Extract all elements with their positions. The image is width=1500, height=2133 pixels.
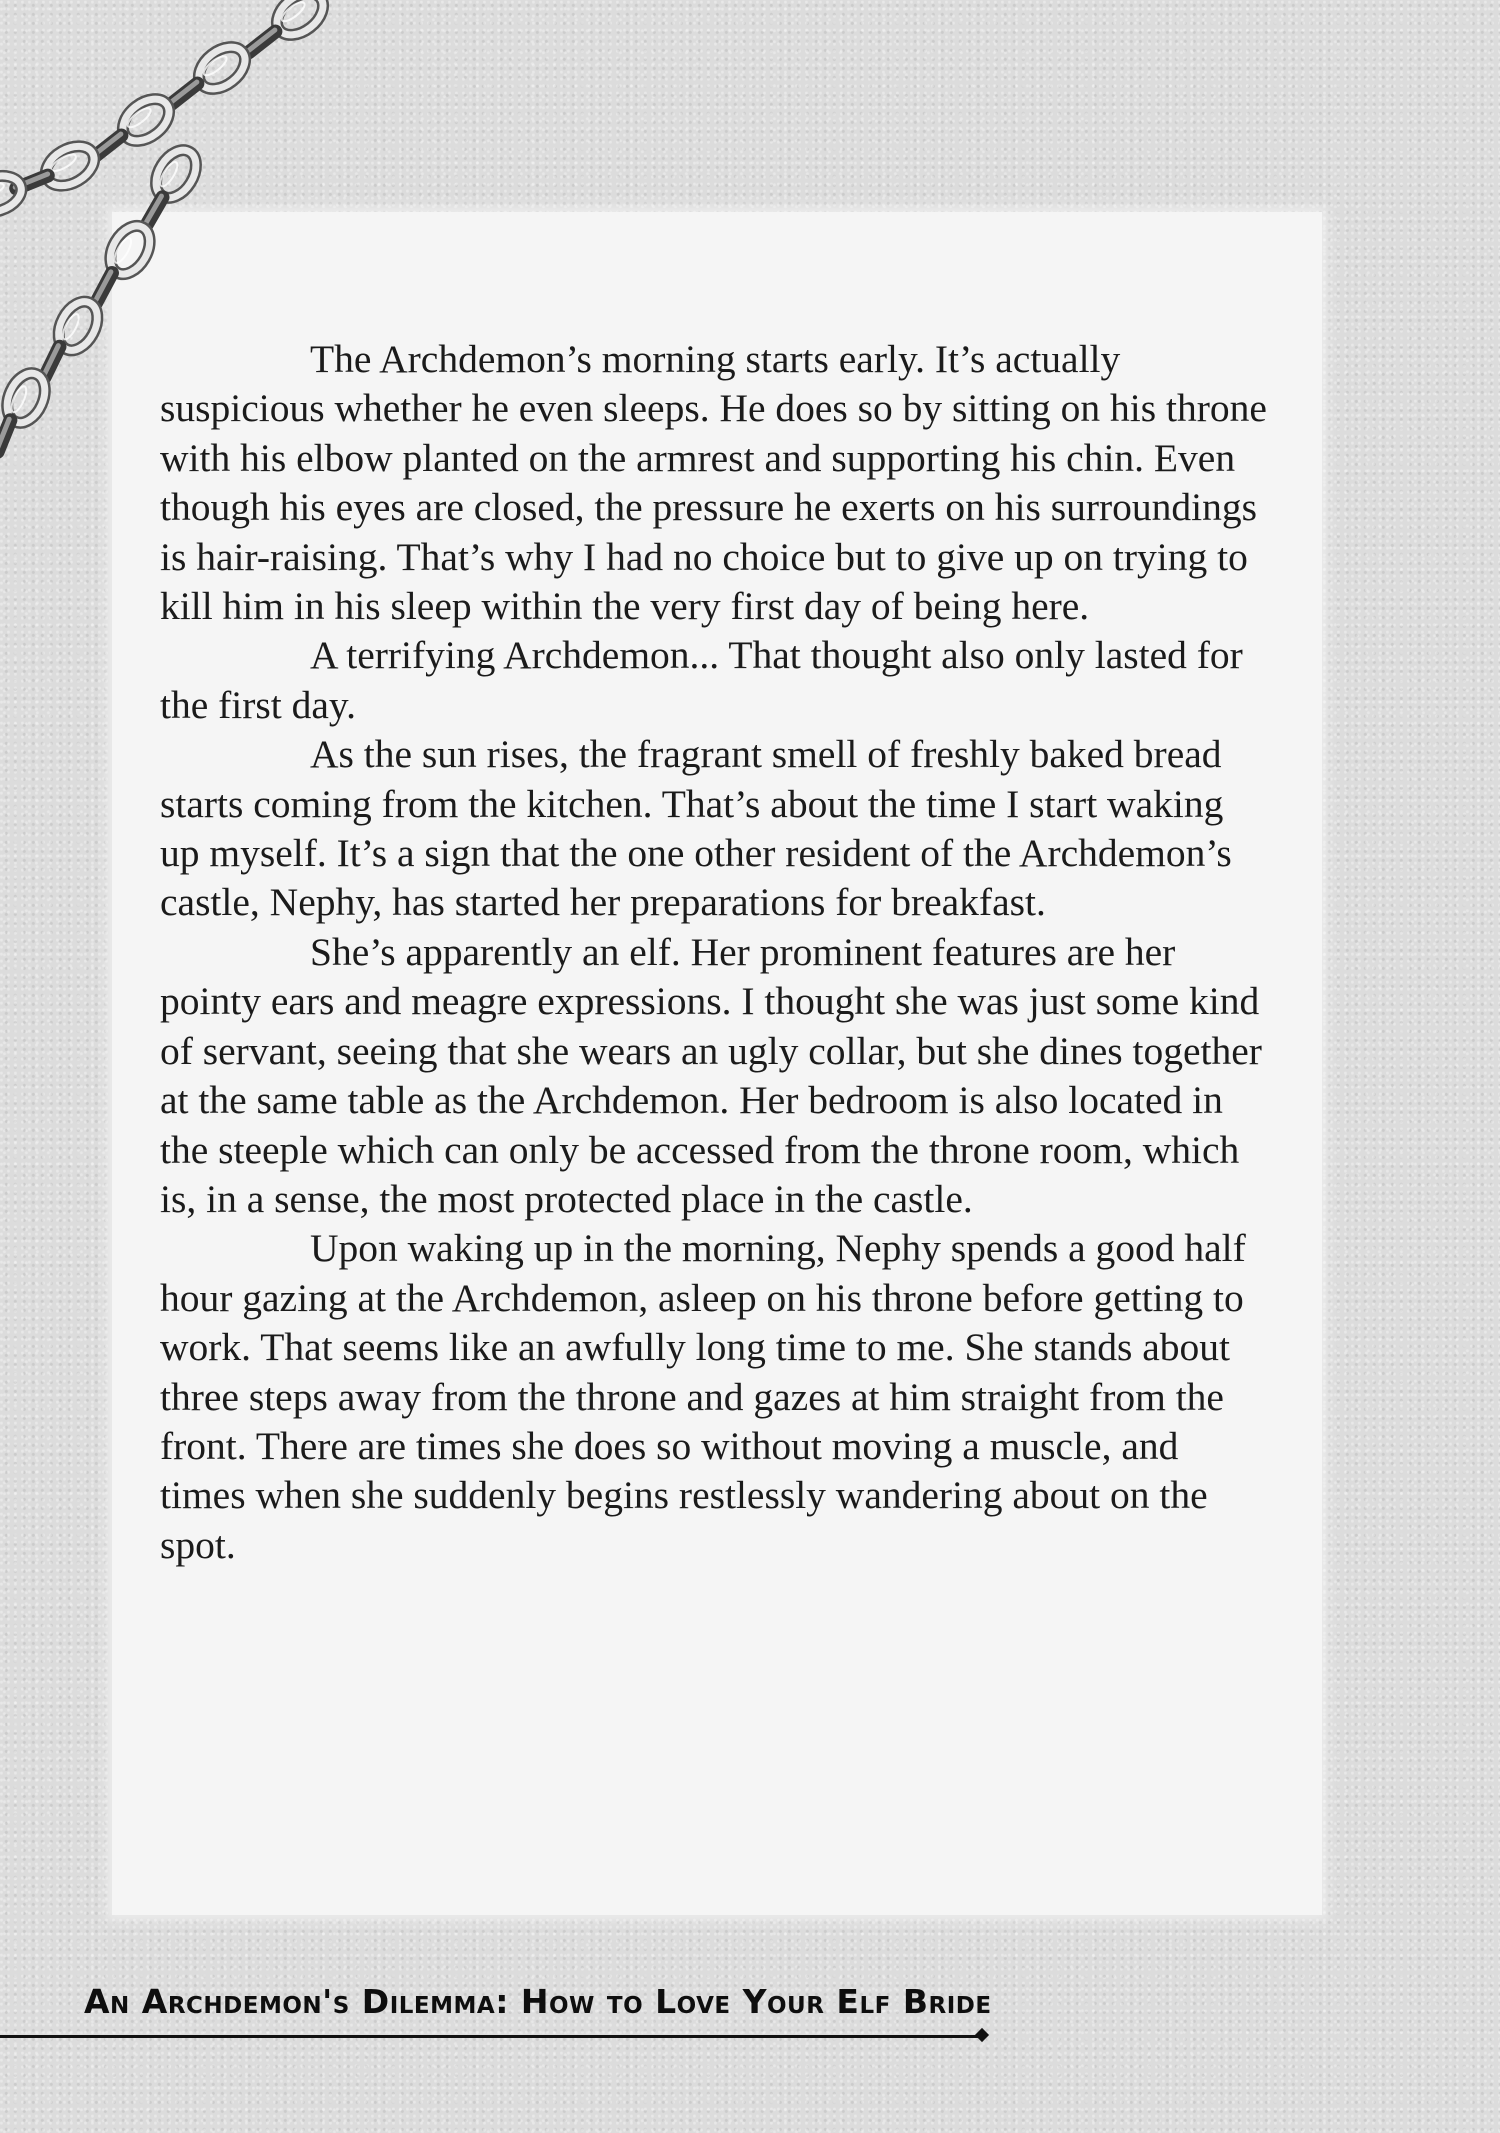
paragraph: The Archdemon’s morning starts early. It’s actually suspicious whether he even sleeps. He does so by sitting on his throne with his elbow planted on the armrest and supporting his chin. Even though his eyes are closed, the pressure he exerts on his surroundings is hair-raising. That’s why I had no choice but to give up on trying to kill him in his sleep within the very first day of being here. xyxy=(160,337,1267,629)
paragraph: As the sun rises, the fragrant smell of freshly baked bread starts coming from the kitchen. That’s about the time I start waking up myself. It’s a sign that the one other resident of the Archdemon’s castle, Nephy, has started her preparations for breakfast. xyxy=(160,732,1232,925)
page-body-text xyxy=(160,335,1270,1570)
paragraph: A terrifying Archdemon... That thought also only lasted for the first day. xyxy=(160,633,1243,727)
footer-rule-endpoint xyxy=(975,2028,989,2042)
paragraph: Upon waking up in the morning, Nephy spends a good half hour gazing at the Archdemon, asleep on his throne before getting to work. That seems like an awfully long time to me. She stands about three steps away from the throne and gazes at him straight from the front. There are times she does so without moving a muscle, and times when she suddenly begins restlessly wandering about on the spot. xyxy=(160,1226,1246,1567)
footer-rule xyxy=(0,2035,980,2038)
book-title: An Archdemon's Dilemma: How to Love Your Elf Bride xyxy=(84,1982,992,2021)
paragraph: She’s apparently an elf. Her prominent features are her pointy ears and meagre expressions. I thought she was just some kind of servant, seeing that she wears an ugly collar, but she dines together at the same table as the Archdemon. Her bedroom is also located in the steeple which can only be accessed from the throne room, which is, in a sense, the most protected place in the castle. xyxy=(160,929,1262,1221)
page-footer xyxy=(0,1976,1500,2056)
